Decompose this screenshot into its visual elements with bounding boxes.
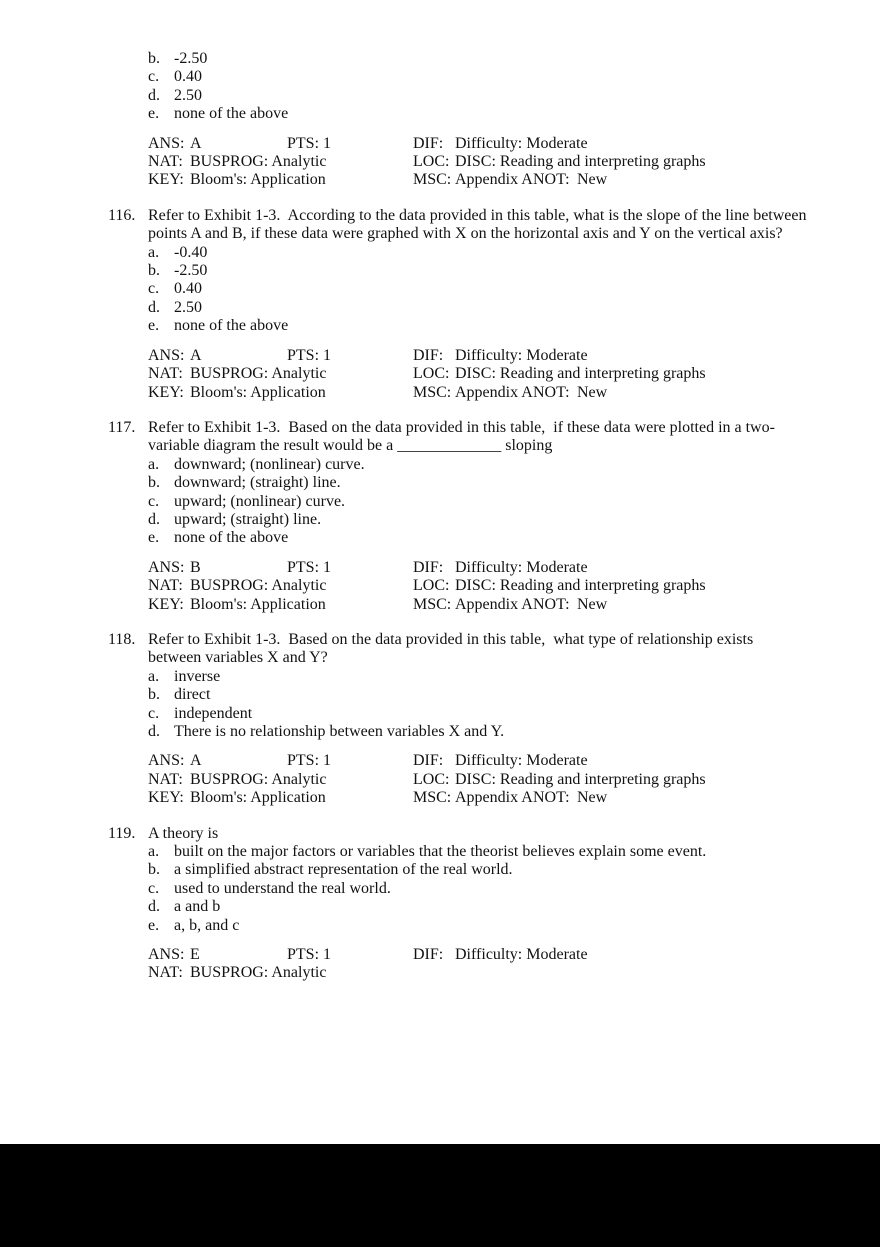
nat-value: BUSPROG: Analytic	[190, 365, 327, 383]
option-letter: a.	[148, 667, 160, 685]
answer-key-block	[148, 347, 810, 402]
not-label: NOT:	[533, 383, 570, 401]
answer-option-e	[148, 917, 810, 935]
nat-label: NAT:	[148, 153, 183, 171]
pts-value: 1	[323, 752, 331, 770]
answer-option-d	[148, 87, 810, 105]
dif-value: Difficulty: Moderate	[455, 946, 588, 964]
question-number: 119.	[108, 824, 136, 842]
answer-option-c	[148, 493, 810, 511]
pts-value: 1	[323, 134, 331, 152]
option-letter: c.	[148, 879, 160, 897]
option-text: a simplified abstract representation of the real world.	[174, 861, 513, 879]
msc-label: MSC:	[413, 383, 452, 401]
dif-value: Difficulty: Moderate	[455, 752, 588, 770]
answer-row-1	[148, 347, 810, 365]
answer-option-a	[148, 244, 810, 262]
option-text: none of the above	[174, 105, 289, 123]
loc-value: DISC: Reading and interpreting graphs	[455, 770, 706, 788]
answer-option-b	[148, 861, 810, 879]
option-letter: e.	[148, 317, 160, 335]
key-value: Bloom's: Application	[190, 789, 326, 807]
option-text: 0.40	[174, 68, 202, 86]
key-label: KEY:	[148, 383, 184, 401]
nat-value: BUSPROG: Analytic	[190, 577, 327, 595]
msc-value: Appendix A	[455, 789, 533, 807]
question-text-line: points A and B, if these data were graphed with X on the horizontal axis and Y on the vertical axis?	[148, 225, 783, 243]
ans-value: E	[190, 946, 200, 964]
option-letter: b.	[148, 861, 160, 879]
option-text: built on the major factors or variables that the theorist believes explain some event.	[174, 843, 707, 861]
ans-value: A	[190, 346, 202, 364]
question-block-118	[108, 630, 810, 808]
not-value: New	[577, 789, 608, 807]
key-value: Bloom's: Application	[190, 171, 326, 189]
option-letter: d.	[148, 510, 160, 528]
question-number: 117.	[108, 418, 136, 436]
question-number: 116.	[108, 206, 136, 224]
option-letter: c.	[148, 492, 160, 510]
nat-value: BUSPROG: Analytic	[190, 153, 327, 171]
loc-label: LOC:	[413, 770, 450, 788]
question-text-line: Refer to Exhibit 1-3. Based on the data provided in this table, if these data were plotted in a two-	[148, 418, 775, 436]
not-value: New	[577, 171, 608, 189]
dif-label: DIF:	[413, 946, 444, 964]
not-label: NOT:	[533, 595, 570, 613]
option-text: -2.50	[174, 50, 208, 67]
question-text-line: A theory is	[148, 824, 219, 842]
key-value: Bloom's: Application	[190, 595, 326, 613]
key-label: KEY:	[148, 595, 184, 613]
option-letter: b.	[148, 50, 160, 67]
option-letter: b.	[148, 686, 160, 704]
loc-label: LOC:	[413, 577, 450, 595]
answer-option-d	[148, 723, 810, 741]
option-text: 2.50	[174, 298, 202, 316]
answer-option-e	[148, 317, 810, 335]
loc-value: DISC: Reading and interpreting graphs	[455, 577, 706, 595]
option-text: a and b	[174, 898, 221, 916]
answer-row-1	[148, 559, 810, 577]
option-text: upward; (straight) line.	[174, 510, 322, 528]
not-label: NOT:	[533, 171, 570, 189]
msc-value: Appendix A	[455, 383, 533, 401]
answer-option-a	[148, 456, 810, 474]
option-text: upward; (nonlinear) curve.	[174, 492, 346, 510]
answer-option-b	[148, 50, 810, 68]
answer-row-2	[148, 153, 810, 171]
nat-label: NAT:	[148, 365, 183, 383]
nat-label: NAT:	[148, 770, 183, 788]
option-letter: d.	[148, 723, 160, 740]
option-letter: e.	[148, 916, 160, 934]
nat-value: BUSPROG: Analytic	[190, 770, 327, 788]
option-text: independent	[174, 704, 253, 722]
question-text-line: Refer to Exhibit 1-3. Based on the data provided in this table, what type of relationship exists	[148, 630, 754, 648]
question-text-line: Refer to Exhibit 1-3. According to the data provided in this table, what is the slope of the line between	[148, 206, 807, 224]
option-letter: a.	[148, 243, 160, 261]
answer-option-a	[148, 843, 810, 861]
pts-label: PTS:	[287, 946, 320, 964]
nat-label: NAT:	[148, 577, 183, 595]
ans-label: ANS:	[148, 558, 185, 576]
answer-option-c	[148, 68, 810, 86]
answer-option-d	[148, 898, 810, 916]
dif-label: DIF:	[413, 558, 444, 576]
option-letter: b.	[148, 474, 160, 492]
pts-value: 1	[323, 558, 331, 576]
dif-label: DIF:	[413, 134, 444, 152]
option-letter: c.	[148, 68, 160, 86]
question-text-line: between variables X and Y?	[148, 649, 328, 667]
pts-label: PTS:	[287, 558, 320, 576]
option-text: direct	[174, 686, 211, 704]
answer-row-2	[148, 964, 810, 982]
option-text: 2.50	[174, 86, 202, 104]
option-letter: e.	[148, 529, 160, 547]
answer-key-block	[148, 946, 810, 983]
answer-option-d	[148, 511, 810, 529]
dif-value: Difficulty: Moderate	[455, 558, 588, 576]
option-letter: b.	[148, 262, 160, 280]
option-text: -2.50	[174, 262, 208, 280]
question-block-116	[108, 206, 810, 402]
answer-key-block	[148, 559, 810, 614]
option-letter: a.	[148, 843, 160, 861]
answer-row-3	[148, 384, 810, 402]
answer-key-block	[148, 752, 810, 807]
msc-value: Appendix A	[455, 171, 533, 189]
nat-label: NAT:	[148, 964, 183, 982]
msc-label: MSC:	[413, 171, 452, 189]
answer-option-b	[148, 686, 810, 704]
option-letter: e.	[148, 105, 160, 123]
answer-option-d	[148, 299, 810, 317]
option-letter: d.	[148, 898, 160, 916]
option-letter: d.	[148, 298, 160, 316]
pts-value: 1	[323, 946, 331, 964]
answer-row-2	[148, 771, 810, 789]
answer-row-1	[148, 135, 810, 153]
key-value: Bloom's: Application	[190, 383, 326, 401]
key-label: KEY:	[148, 171, 184, 189]
ans-label: ANS:	[148, 134, 185, 152]
loc-label: LOC:	[413, 153, 450, 171]
ans-label: ANS:	[148, 346, 185, 364]
option-text: none of the above	[174, 317, 289, 335]
answer-option-a	[148, 668, 810, 686]
ans-value: B	[190, 558, 201, 576]
pts-value: 1	[323, 346, 331, 364]
option-text: inverse	[174, 667, 221, 685]
answer-option-e	[148, 105, 810, 123]
answer-row-1	[148, 946, 810, 964]
dif-value: Difficulty: Moderate	[455, 346, 588, 364]
not-label: NOT:	[533, 789, 570, 807]
answer-key-block	[148, 135, 810, 190]
pts-label: PTS:	[287, 752, 320, 770]
option-text: There is no relationship between variables X and Y.	[174, 723, 505, 740]
dif-label: DIF:	[413, 752, 444, 770]
nat-value: BUSPROG: Analytic	[190, 964, 327, 982]
ans-label: ANS:	[148, 946, 185, 964]
not-value: New	[577, 383, 608, 401]
option-letter: d.	[148, 86, 160, 104]
dif-label: DIF:	[413, 346, 444, 364]
option-text: 0.40	[174, 280, 202, 298]
question-block-partial	[148, 50, 810, 190]
answer-option-b	[148, 262, 810, 280]
msc-label: MSC:	[413, 789, 452, 807]
ans-value: A	[190, 752, 202, 770]
answer-option-c	[148, 280, 810, 298]
option-text: downward; (straight) line.	[174, 474, 341, 492]
loc-value: DISC: Reading and interpreting graphs	[455, 365, 706, 383]
answer-option-e	[148, 529, 810, 547]
answer-row-2	[148, 577, 810, 595]
pts-label: PTS:	[287, 134, 320, 152]
option-letter: c.	[148, 704, 160, 722]
answer-option-c	[148, 880, 810, 898]
question-block-119	[108, 824, 810, 983]
answer-row-3	[148, 171, 810, 189]
answer-row-2	[148, 365, 810, 383]
answer-option-c	[148, 705, 810, 723]
option-text: a, b, and c	[174, 916, 240, 934]
question-text-line: variable diagram the result would be a _____________ sloping	[148, 437, 553, 455]
answer-row-3	[148, 789, 810, 807]
key-label: KEY:	[148, 789, 184, 807]
msc-label: MSC:	[413, 595, 452, 613]
dif-value: Difficulty: Moderate	[455, 134, 588, 152]
loc-label: LOC:	[413, 365, 450, 383]
answer-option-b	[148, 474, 810, 492]
option-text: downward; (nonlinear) curve.	[174, 455, 365, 473]
ans-label: ANS:	[148, 752, 185, 770]
not-value: New	[577, 595, 608, 613]
question-block-117	[108, 418, 810, 614]
option-text: -0.40	[174, 243, 208, 261]
option-text: none of the above	[174, 529, 289, 547]
scan-edge-letterbox	[0, 1144, 880, 1247]
answer-row-1	[148, 752, 810, 770]
msc-value: Appendix A	[455, 595, 533, 613]
pts-label: PTS:	[287, 346, 320, 364]
loc-value: DISC: Reading and interpreting graphs	[455, 153, 706, 171]
question-number: 118.	[108, 630, 136, 648]
ans-value: A	[190, 134, 202, 152]
option-letter: c.	[148, 280, 160, 298]
answer-row-3	[148, 596, 810, 614]
option-text: used to understand the real world.	[174, 879, 391, 897]
option-letter: a.	[148, 455, 160, 473]
